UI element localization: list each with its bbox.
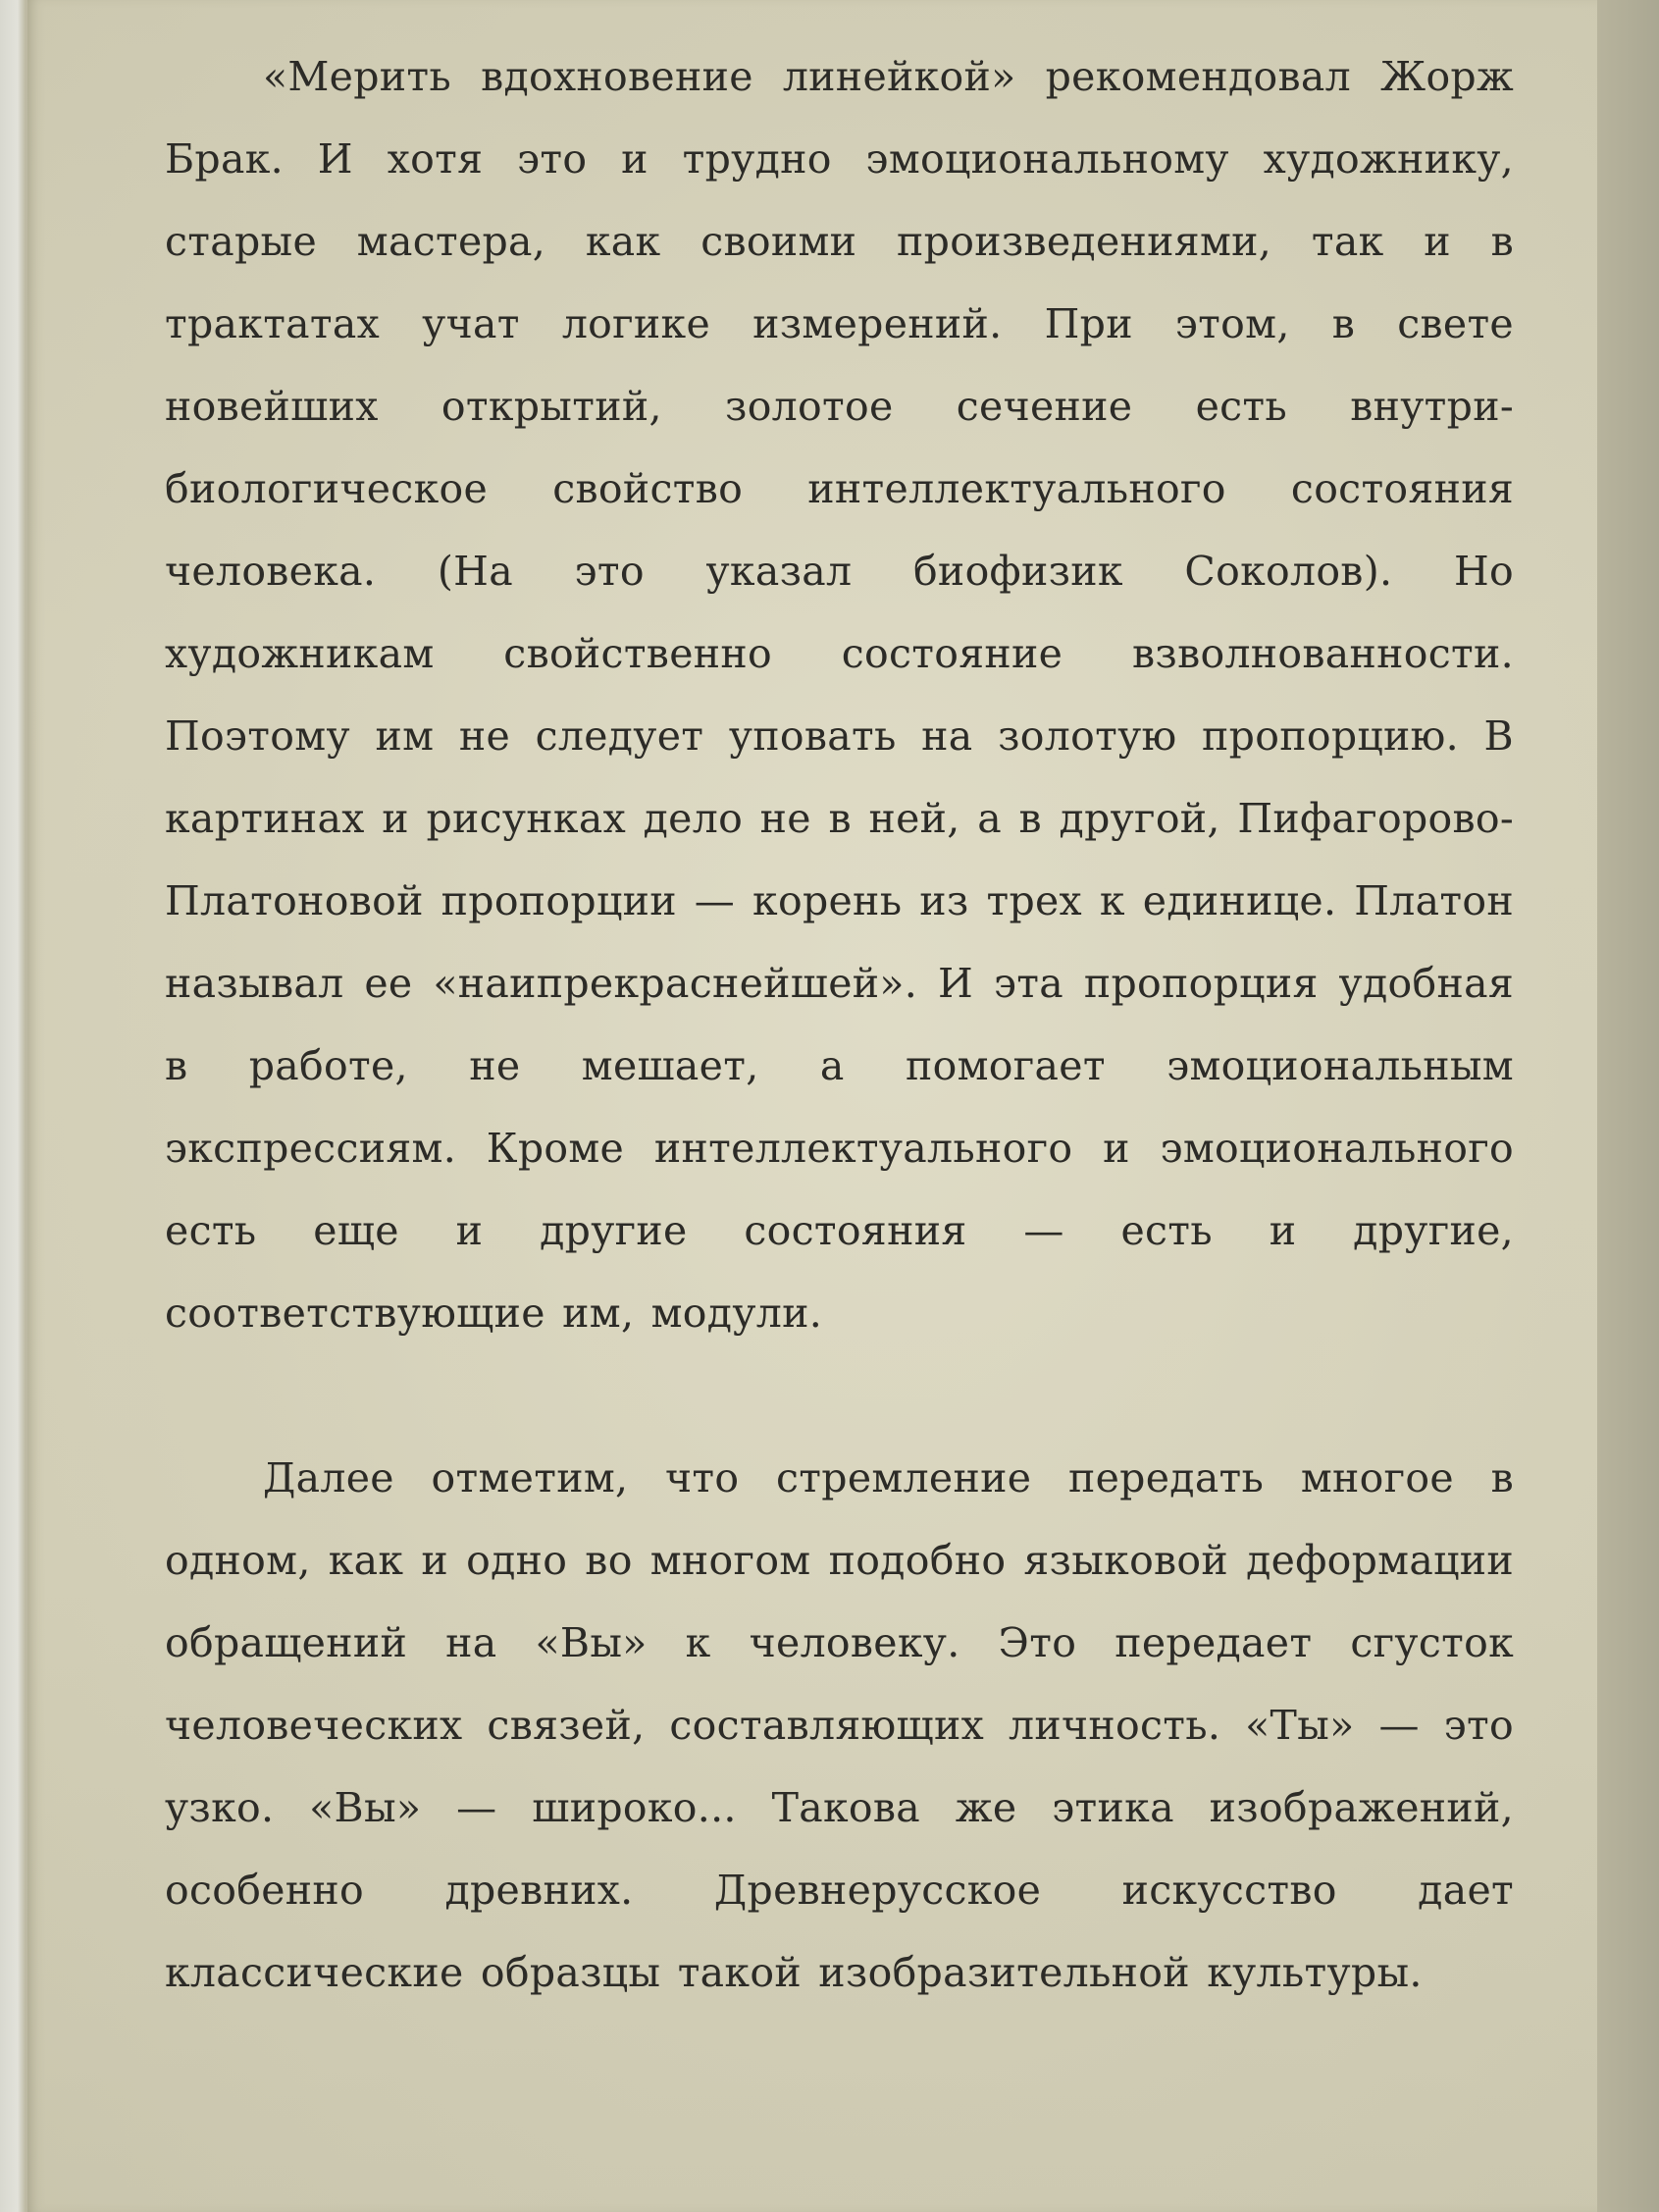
book-page [27,0,1597,2212]
page-text [165,35,1514,2014]
paragraph-1: «Мерить вдохновение линейкой» рекомендовал Жорж Брак. И хотя это и трудно эмоциональному художнику, старые мастера, как своими произведениями, так и в трактатах учат логике измерений. При этом, в свете новейших открытий, золотое сечение есть внутри-биологическое свойство интеллектуального состояния человека. (На это указал биофизик Соколов). Но художникам свойственно состояние взволнованности. Поэтому им не следует уповать на золотую пропорцию. В картинах и рисунках дело не в ней, а в другой, Пифагорово-Платоновой пропорции — корень из трех к единице. Платон называл ее «наипрекраснейшей». И эта пропорция удобная в работе, не мешает, а помогает эмоциональным экспрессиям. Кроме интеллектуального и эмоционального есть еще и другие состояния — есть и другие, соответствующие им, модули. [165,53,1514,1337]
paragraph-2: Далее отметим, что стремление передать многое в одном, как и одно во многом подобно языковой деформации обращений на «Вы» к человеку. Это передает сгусток человеческих связей, составляющих личность. «Ты» — это узко. «Вы» — широко... Такова же этика изображений, особенно древних. Древнерусское искусство дает классические образцы такой изобразительной культуры. [165,1454,1514,1996]
